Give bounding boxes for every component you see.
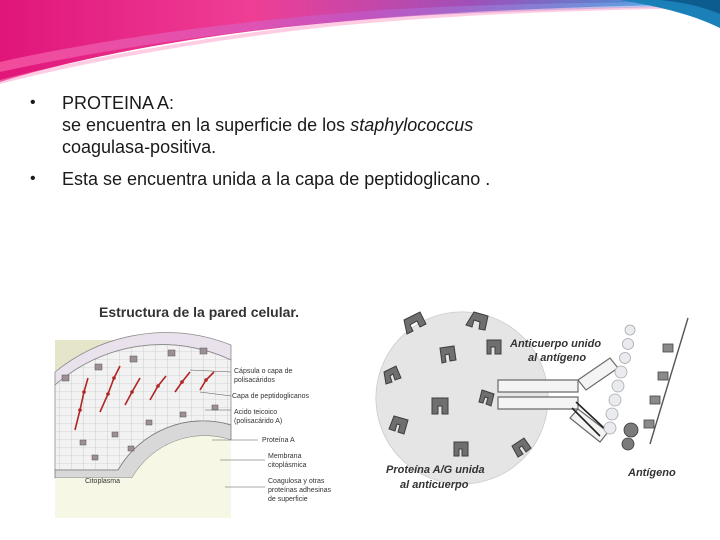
antibody-bound-label: Anticuerpo unido — [510, 338, 602, 350]
protein-ag-label: Proteína A/G unida — [386, 464, 485, 476]
bullet-text: Esta se encuentra unida a la capa de peptidoglicano . — [62, 169, 491, 189]
bullet-heading: PROTEINA A: — [62, 93, 175, 113]
bullet-line — [62, 114, 668, 136]
cell-wall-diagram — [0, 300, 720, 540]
coagulase-label: Coagulosa y otras — [268, 478, 325, 485]
bullet-dot — [28, 92, 62, 114]
bullet-italic-term: staphylococcus — [350, 115, 474, 135]
peptidoglycan-label: Capa de peptidoglicanos — [232, 393, 310, 400]
antibody-bound-label-2: al antígeno — [528, 352, 587, 364]
coagulase-label-3: de superficie — [268, 496, 308, 503]
bullet-proteina-a — [28, 92, 668, 158]
membrane-label: Membrana — [268, 453, 302, 460]
top-banner — [0, 0, 720, 90]
coagulase-label-2: proteínas adhesinas — [268, 487, 332, 494]
teichoic-acid-label-2: (polisacárido A) — [234, 418, 283, 425]
capsule-label-2: polisacáridos — [234, 377, 275, 384]
membrane-label-2: citoplásmica — [268, 462, 307, 469]
figure-title: Estructura de la pared celular. — [99, 304, 299, 320]
bullet-dot — [28, 168, 62, 190]
bullet-list — [28, 92, 668, 198]
protein-a-label: Proteína A — [262, 437, 295, 444]
bullet-text: se encuentra en la superficie de los — [62, 115, 351, 135]
bullet-line: coagulasa-positiva. — [62, 137, 217, 157]
antigen-label: Antígeno — [628, 467, 676, 479]
bullet-peptidoglicano — [28, 168, 668, 190]
capsule-label: Cápsula o capa de — [234, 368, 293, 375]
protein-ag-label-2: al anticuerpo — [400, 479, 469, 491]
cytoplasm-label: Citoplasma — [85, 478, 121, 485]
teichoic-acid-label: Acido teicoico — [234, 409, 278, 416]
